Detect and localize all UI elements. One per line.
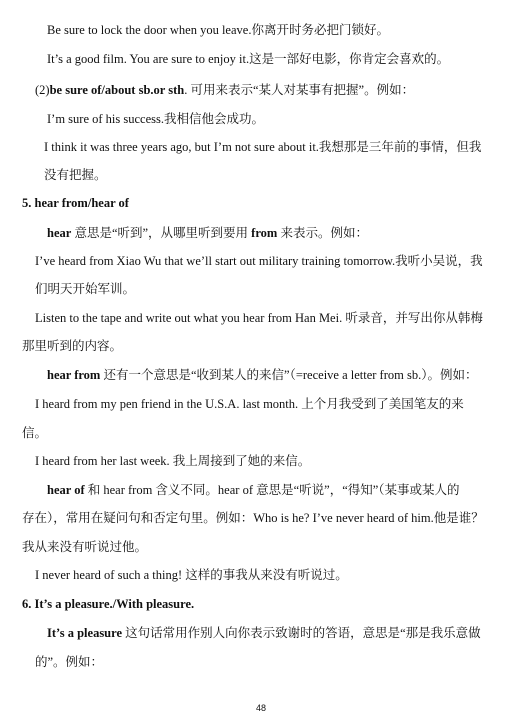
text-run: (2) bbox=[35, 83, 50, 97]
text-run: 存在），常用在疑问句和否定句里。例如：Who is he? I’ve never heard of him.他是谁？ bbox=[22, 511, 484, 525]
text-line bbox=[35, 82, 414, 98]
text-line bbox=[47, 225, 368, 241]
text-line bbox=[22, 338, 122, 354]
bold-text: hear bbox=[47, 226, 72, 240]
text-run: . 可用来表示“某人对某事有把握”。例如： bbox=[184, 83, 415, 97]
bold-text: be sure of/about sb.or sth bbox=[49, 83, 185, 97]
text-run: 信。 bbox=[22, 426, 48, 440]
bold-text: 5. hear from/hear of bbox=[22, 196, 129, 210]
bold-text: hear from bbox=[47, 368, 101, 382]
text-line bbox=[22, 425, 47, 441]
text-line bbox=[35, 253, 483, 269]
text-run: I heard from my pen friend in the U.S.A. last month. 上个月我受到了美国笔友的来 bbox=[35, 397, 464, 411]
text-line bbox=[22, 539, 147, 555]
text-run: 那里听到的内容。 bbox=[22, 339, 123, 353]
text-run: It’s a good film. You are sure to enjoy it.这是一部好电影，你肯定会喜欢的。 bbox=[47, 52, 450, 66]
section-heading bbox=[22, 195, 129, 211]
text-run: I’m sure of his success.我相信他会成功。 bbox=[47, 112, 264, 126]
bold-text: from bbox=[251, 226, 278, 240]
text-line bbox=[35, 453, 310, 469]
page-number: 48 bbox=[255, 703, 266, 713]
text-run: 的”。例如： bbox=[35, 655, 104, 669]
text-line bbox=[47, 482, 460, 498]
text-run: I’ve heard from Xiao Wu that we’ll start out military training tomorrow.我听小吴说，我 bbox=[35, 254, 483, 268]
text-run: 和 hear from 含义不同。hear of 意思是“听说”，“得知”（某事或某人的 bbox=[84, 483, 460, 497]
text-line bbox=[47, 22, 389, 38]
text-run: 还有一个意思是“收到某人的来信”（=receive a letter from sb.）。例如： bbox=[100, 368, 478, 382]
text-line bbox=[47, 51, 449, 67]
text-run: Listen to the tape and write out what you hear from Han Mei. 听录音，并写出你从韩梅 bbox=[35, 311, 483, 325]
text-line bbox=[35, 310, 483, 326]
text-line bbox=[47, 625, 481, 641]
text-line bbox=[35, 281, 135, 297]
text-run: 意思是“听到”，从哪里听到要用 bbox=[71, 226, 252, 240]
text-run: 来表示。例如： bbox=[277, 226, 368, 240]
text-line bbox=[35, 396, 464, 412]
text-run: I never heard of such a thing! 这样的事我从来没有听说过。 bbox=[35, 568, 348, 582]
section-heading bbox=[22, 596, 194, 612]
text-line bbox=[47, 367, 477, 383]
bold-text: 6. It’s a pleasure./With pleasure. bbox=[22, 597, 195, 611]
text-line bbox=[47, 111, 264, 127]
text-run: I think it was three years ago, but I’m not sure about it.我想那是三年前的事情，但我 bbox=[44, 140, 482, 154]
text-line bbox=[35, 654, 103, 670]
text-line bbox=[35, 567, 348, 583]
text-run: 这句话常用作别人向你表示致谢时的答语，意思是“那是我乐意做 bbox=[122, 626, 481, 640]
text-run: 们明天开始军训。 bbox=[35, 282, 136, 296]
text-run: 我从来没有听说过他。 bbox=[22, 540, 148, 554]
text-run: 没有把握。 bbox=[44, 168, 107, 182]
bold-text: hear of bbox=[47, 483, 85, 497]
text-line bbox=[44, 167, 107, 183]
text-line bbox=[44, 139, 481, 155]
text-line bbox=[22, 510, 484, 526]
bold-text: It’s a pleasure bbox=[47, 626, 122, 640]
text-run: Be sure to lock the door when you leave.你离开时务必把门锁好。 bbox=[47, 23, 389, 37]
text-run: I heard from her last week. 我上周接到了她的来信。 bbox=[35, 454, 311, 468]
